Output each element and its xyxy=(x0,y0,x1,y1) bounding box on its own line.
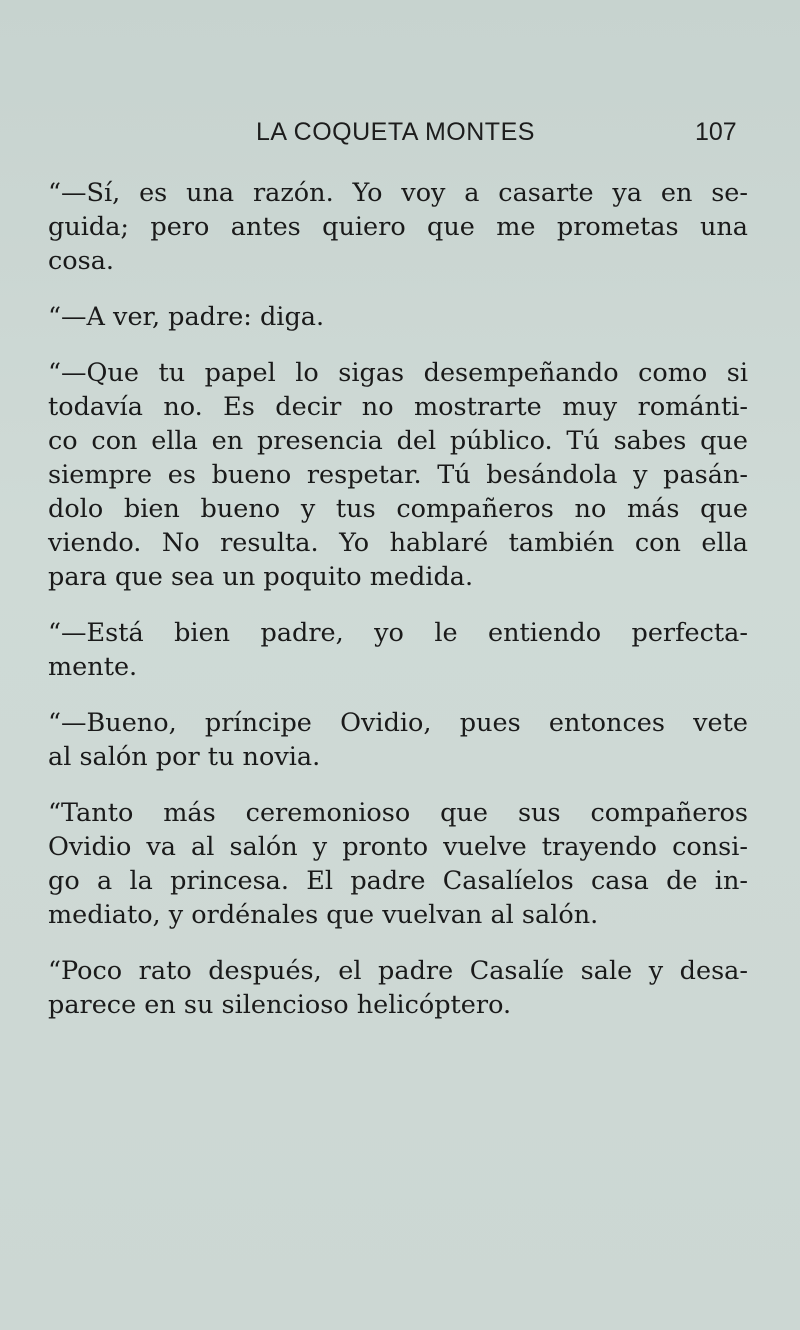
text-line: cosa. xyxy=(48,246,115,276)
text-line: co con ella en presencia del público. Tú sabes que xyxy=(48,426,748,456)
text-line: mente. xyxy=(48,652,138,682)
text-line: mediato, y ordénales que vuelvan al salón. xyxy=(48,900,599,930)
paragraph-6 xyxy=(48,796,748,932)
text-line: “—Que tu papel lo sigas desempeñando como si xyxy=(48,358,748,388)
text-line: “—A ver, padre: diga. xyxy=(48,302,325,332)
paragraph-7 xyxy=(48,954,748,1022)
text-line: al salón por tu novia. xyxy=(48,742,321,772)
text-line: “—Está bien padre, yo le entiendo perfecta- xyxy=(48,618,748,648)
paragraph-1 xyxy=(48,176,748,278)
text-line: “—Bueno, príncipe Ovidio, pues entonces vete xyxy=(48,708,748,738)
text-line: “—Sí, es una razón. Yo voy a casarte ya en se- xyxy=(48,178,748,208)
text-line: parece en su silencioso helicóptero. xyxy=(48,990,512,1020)
paragraph-2 xyxy=(48,300,748,334)
running-title: LA COQUETA MONTES xyxy=(256,118,535,146)
page-number: 107 xyxy=(695,118,737,146)
text-line: para que sea un poquito medida. xyxy=(48,562,474,592)
text-line: guida; pero antes quiero que me prometas una xyxy=(48,212,748,242)
paragraph-5 xyxy=(48,706,748,774)
text-line: dolo bien bueno y tus compañeros no más que xyxy=(48,494,748,524)
text-line: Ovidio va al salón y pronto vuelve trayendo consi- xyxy=(48,832,748,862)
paragraph-4 xyxy=(48,616,748,684)
text-line: go a la princesa. El padre Casalíelos casa de in- xyxy=(48,866,748,896)
text-line: “Tanto más ceremonioso que sus compañeros xyxy=(48,798,748,828)
text-line: todavía no. Es decir no mostrarte muy románti- xyxy=(48,392,748,422)
body-text xyxy=(48,176,748,1044)
text-line: siempre es bueno respetar. Tú besándola y pasán- xyxy=(48,460,748,490)
page-header xyxy=(0,118,800,158)
text-line: “Poco rato después, el padre Casalíe sale y desa- xyxy=(48,956,748,986)
text-line: viendo. No resulta. Yo hablaré también con ella xyxy=(48,528,748,558)
paragraph-3 xyxy=(48,356,748,594)
